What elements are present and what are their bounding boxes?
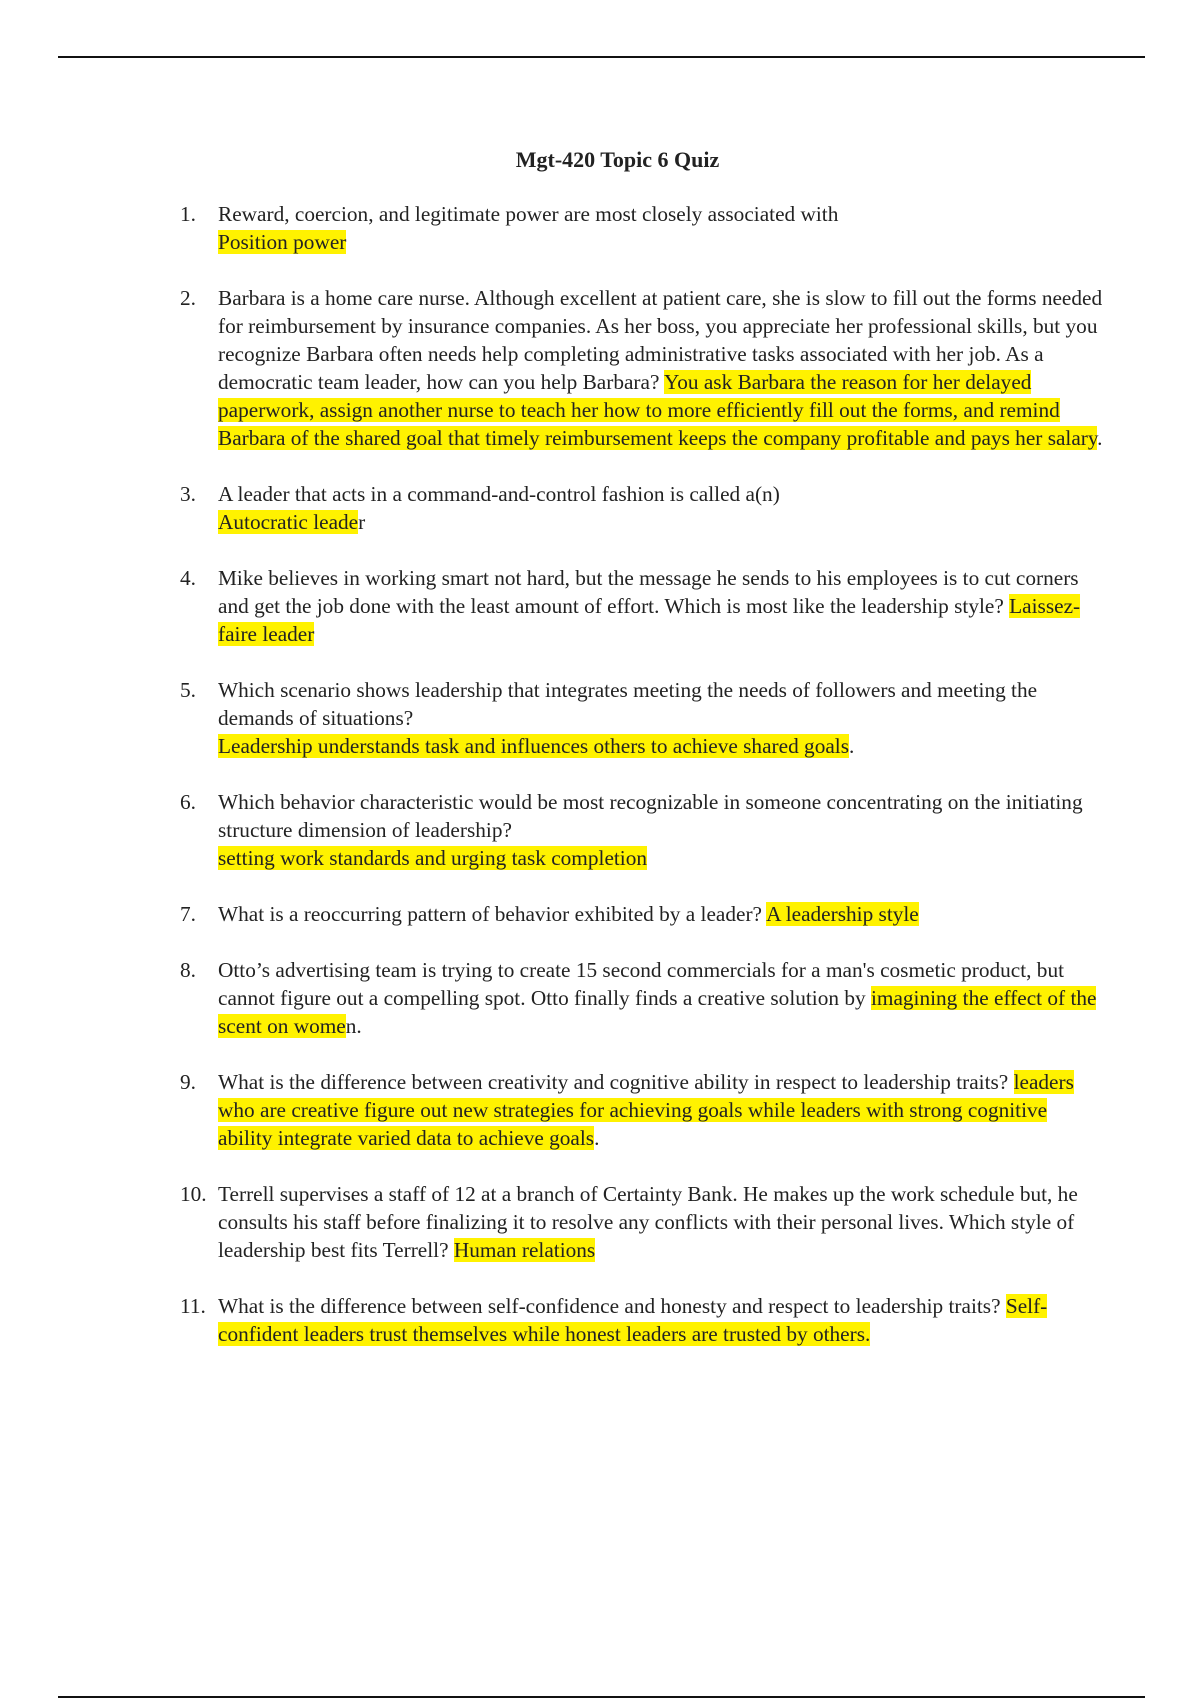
question-text: What is the difference between self-confidence and honesty and respect to leadership traits?: [218, 1294, 1001, 1318]
answer-highlight: Laissez-faire leader: [218, 594, 1081, 646]
question-number: 8.: [180, 958, 196, 982]
question-text: Reward, coercion, and legitimate power are most closely associated with: [218, 202, 839, 226]
answer-highlight: setting work standards and urging task completion: [218, 846, 648, 870]
question-7: [180, 900, 1105, 928]
answer-highlight: A leadership style: [766, 902, 919, 926]
question-number: 7.: [180, 902, 196, 926]
answer-suffix: .: [1097, 426, 1103, 450]
question-text: What is a reoccurring pattern of behavior exhibited by a leader?: [218, 902, 763, 926]
answer-suffix: n.: [345, 1014, 362, 1038]
question-text: Which behavior characteristic would be most recognizable in someone concentrating on the initiating structure dimension of leadership?: [218, 790, 1083, 842]
question-number: 9.: [180, 1070, 196, 1094]
answer-highlight: You ask Barbara the reason for her delayed paperwork, assign another nurse to teach her how to more efficiently fill out the forms, and remind Barbara of the shared goal that timely reimbursement keeps the company profitable and pays her salary: [218, 370, 1098, 450]
question-6: [180, 788, 1105, 872]
answer-suffix: .: [594, 1126, 600, 1150]
question-4: [180, 564, 1105, 648]
question-text: A leader that acts in a command-and-control fashion is called a(n): [218, 482, 780, 506]
question-number: 11.: [180, 1294, 206, 1318]
answer-highlight: Autocratic leade: [218, 510, 359, 534]
question-text: Terrell supervises a staff of 12 at a branch of Certainty Bank. He makes up the work schedule but, he consults his staff before finalizing it to resolve any conflicts with their personal lives. Which style of leadership best fits Terrell?: [218, 1182, 1078, 1262]
question-number: 5.: [180, 678, 196, 702]
answer-highlight: leaders who are creative figure out new strategies for achieving goals while leaders with strong cognitive ability integrate varied data to achieve goals: [218, 1070, 1074, 1150]
question-text: Which scenario shows leadership that integrates meeting the needs of followers and meeting the demands of situations?: [218, 678, 1038, 730]
answer-highlight: Human relations: [453, 1238, 596, 1262]
question-number: 1.: [180, 202, 196, 226]
answer-suffix: r: [358, 510, 366, 534]
question-11: [180, 1292, 1105, 1348]
question-5: [180, 676, 1105, 760]
question-3: [180, 480, 1105, 536]
question-number: 3.: [180, 482, 196, 506]
question-number: 6.: [180, 790, 196, 814]
question-text: Otto’s advertising team is trying to create 15 second commercials for a man's cosmetic product, but cannot figure out a compelling spot. Otto finally finds a creative solution by: [218, 958, 1065, 1010]
answer-highlight: Self-confident leaders trust themselves while honest leaders are trusted by others.: [218, 1294, 1048, 1346]
question-8: [180, 956, 1105, 1040]
answer-highlight: Leadership understands task and influences others to achieve shared goals: [218, 734, 850, 758]
question-2: [180, 284, 1105, 452]
answer-suffix: .: [849, 734, 855, 758]
answer-highlight: Position power: [218, 230, 347, 254]
question-10: [180, 1180, 1105, 1264]
question-number: 2.: [180, 286, 196, 310]
question-number: 10.: [180, 1182, 207, 1206]
top-rule: [58, 56, 1145, 58]
question-1: [180, 200, 1105, 256]
bottom-rule: [58, 1696, 1145, 1698]
question-text: Mike believes in working smart not hard, but the message he sends to his employees is to cut corners and get the job done with the least amount of effort. Which is most like the leadership style?: [218, 566, 1079, 618]
question-9: [180, 1068, 1105, 1152]
answer-highlight: imagining the effect of the scent on wome: [218, 986, 1097, 1038]
question-text: What is the difference between creativity and cognitive ability in respect to leadership traits?: [218, 1070, 1009, 1094]
question-text: Barbara is a home care nurse. Although excellent at patient care, she is slow to fill out the forms needed for reimbursement by insurance companies. As her boss, you appreciate her professional skills, but you recognize Barbara often needs help completing administrative tasks associated with her job. As a democratic team leader, how can you help Barbara?: [218, 286, 1103, 394]
question-list: [180, 200, 1105, 1376]
question-number: 4.: [180, 566, 196, 590]
page-title: Mgt-420 Topic 6 Quiz: [515, 147, 720, 172]
